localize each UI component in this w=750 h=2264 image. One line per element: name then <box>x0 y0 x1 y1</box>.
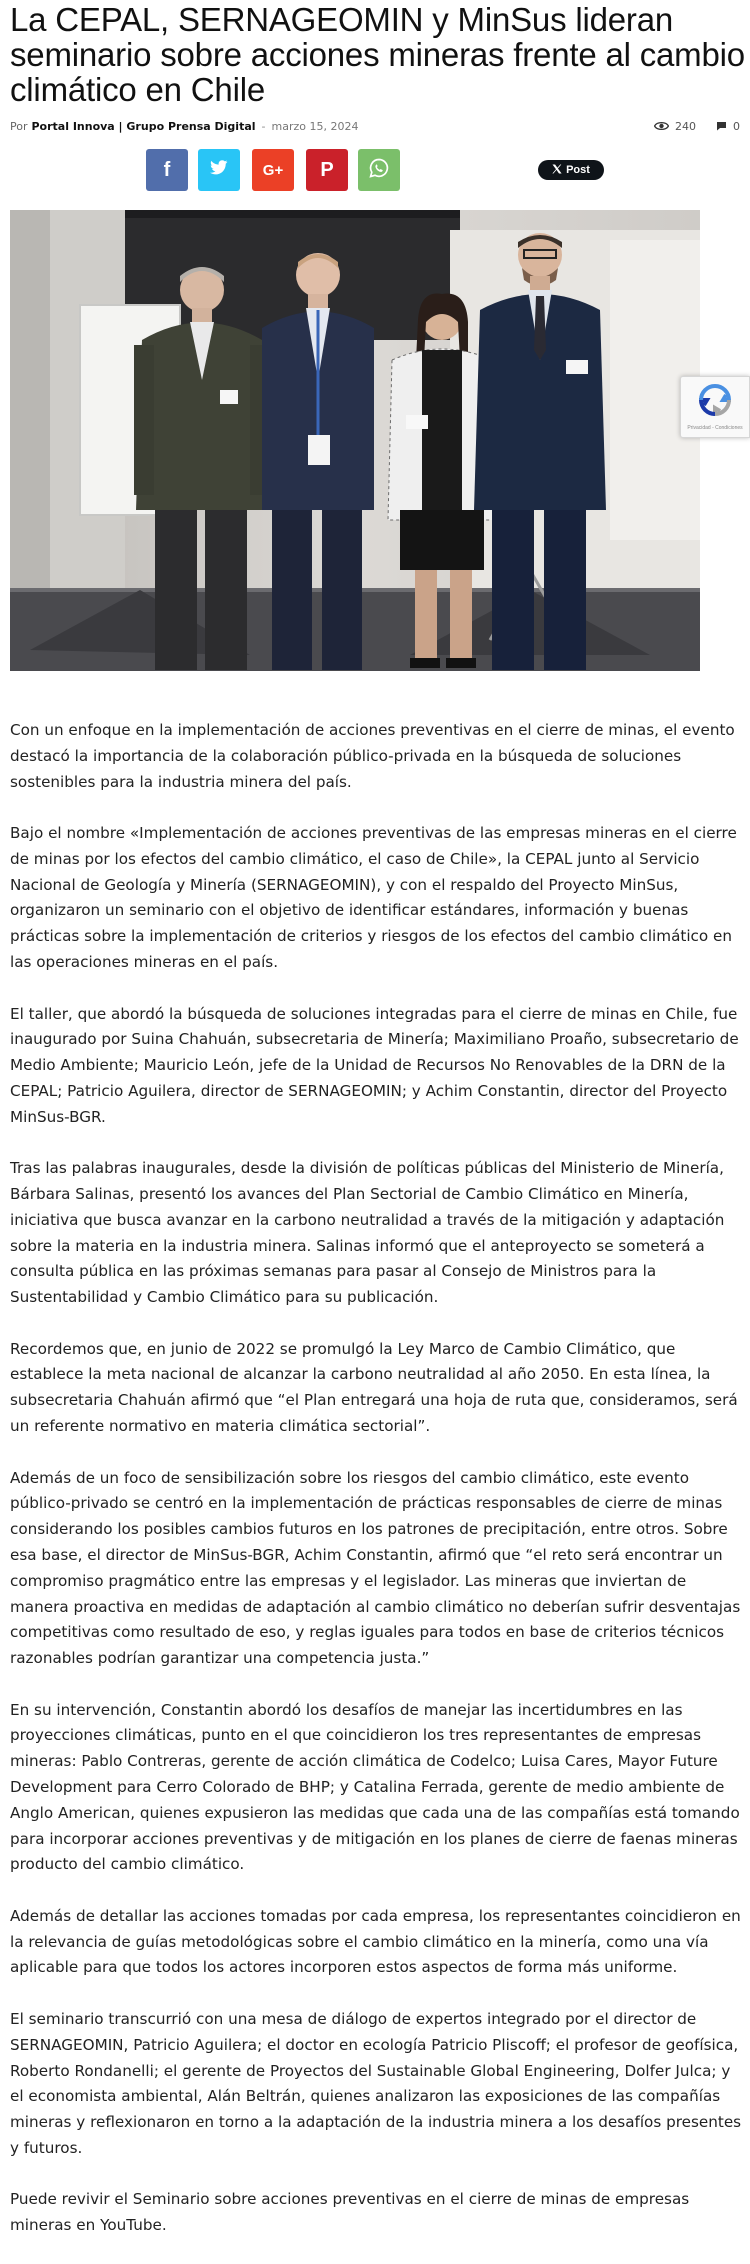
pinterest-share-button[interactable] <box>306 149 348 191</box>
pinterest-icon: P <box>320 158 334 181</box>
whatsapp-icon <box>369 158 389 183</box>
twitter-share-button[interactable] <box>198 149 240 191</box>
by-label: Por <box>10 119 28 133</box>
recaptcha-badge[interactable] <box>680 376 750 438</box>
publish-date: marzo 15, 2024 <box>271 119 359 133</box>
article-meta <box>10 117 740 135</box>
paragraph: Tras las palabras inaugurales, desde la división de políticas públicas del Ministerio de Minería, Bárbara Salinas, presentó los avances del Plan Sectorial de Cambio Climático en Minería, iniciativa que busca avanzar en la carbono neutralidad a través de la mitigación y adaptación sobre la materia en la industria minera. Salinas informó que el anteproyecto se someterá a consulta pública en las próximas semanas para pasar al Consejo de Ministros para la Sustentabilidad y Cambio Climático para su publicación. <box>10 1159 725 1307</box>
paragraph: En su intervención, Constantin abordó los desafíos de manejar las incertidumbres en las proyecciones climáticas, punto en el que coincidieron los tres representantes de empresas mineras: Pablo Contreras, gerente de acción climática de Codelco; Luisa Cares, Mayor Future Development para Cerro Colorado de BHP; y Catalina Ferrada, gerente de medio ambiente de Anglo American, quienes expusieron las medidas que cada una de las compañías está tomando para incorporar acciones preventivas y de mitigación en los planes de cierre de faenas mineras producto del cambio climático. <box>10 1700 740 1874</box>
paragraph: Bajo el nombre «Implementación de acciones preventivas de las empresas mineras en el cierre de minas por los efectos del cambio climático, el caso de Chile», la CEPAL junto al Servicio Nacional de Geología y Minería (SERNAGEOMIN), y con el respaldo del Proyecto MinSus, organizaron un seminario con el objetivo de identificar estándares, información y buenas prácticas sobre la implementación de criterios y riesgos de los efectos del cambio climático en las operaciones mineras en el país. <box>10 824 737 972</box>
twitter-icon <box>210 160 228 180</box>
article-stats <box>654 120 740 133</box>
article-photo <box>10 210 700 671</box>
paragraph: El seminario transcurrió con una mesa de diálogo de expertos integrado por el director de SERNAGEOMIN, Patricio Aguilera; el doctor en ecología Patricio Pliscoff; el profesor de geofísica, Roberto Rondanelli; el gerente de Proyectos del Sustainable Global Engineering, Dolfer Julca; y el economista ambiental, Alán Beltrán, quienes analizaron las exposiciones de las compañías mineras y reflexionaron en torno a la adaptación de la industria minera a los desafíos presentes y futuros. <box>10 2009 742 2157</box>
eye-icon <box>654 121 669 131</box>
facebook-icon: f <box>163 158 171 181</box>
author-link[interactable]: Portal Innova | Grupo Prensa Digital <box>31 119 256 133</box>
recaptcha-icon <box>698 383 732 421</box>
views-count: 240 <box>675 119 696 133</box>
share-buttons <box>0 149 750 191</box>
x-logo-icon <box>552 164 562 177</box>
x-post-button[interactable] <box>538 160 604 180</box>
comment-icon[interactable] <box>716 121 727 131</box>
article-title: La CEPAL, SERNAGEOMIN y MinSus lideran seminario sobre acciones mineras frente al cambio climático en Chile <box>10 1 745 108</box>
googleplus-share-button[interactable] <box>252 149 294 191</box>
article-body <box>10 718 745 2264</box>
x-post-label: Post <box>566 164 590 176</box>
recaptcha-terms[interactable]: Privacidad - Condiciones <box>687 425 743 431</box>
facebook-share-button[interactable] <box>146 149 188 191</box>
comments-count: 0 <box>733 119 740 133</box>
paragraph: Además de detallar las acciones tomadas por cada empresa, los representantes coincidieron en la relevancia de guías metodológicas sobre el cambio climático en la minería, como una vía aplicable para que todos los actores incorporen estos aspectos de forma más uniforme. <box>10 1906 741 1977</box>
paragraph: Recordemos que, en junio de 2022 se promulgó la Ley Marco de Cambio Climático, que establece la meta nacional de alcanzar la carbono neutralidad al año 2050. En esta línea, la subsecretaria Chahuán afirmó que “el Plan entregará una hoja de ruta que, consideramos, será un referente normativo en materia climática sectorial”. <box>10 1339 738 1436</box>
paragraph: Con un enfoque en la implementación de acciones preventivas en el cierre de minas, el evento destacó la importancia de la colaboración público-privada en la búsqueda de soluciones sostenibles para la industria minera del país. <box>10 721 735 791</box>
paragraph: Puede revivir el Seminario sobre acciones preventivas en el cierre de minas de empresas mineras en YouTube. <box>10 2190 690 2235</box>
whatsapp-share-button[interactable] <box>358 149 400 191</box>
paragraph: El taller, que abordó la búsqueda de soluciones integradas para el cierre de minas en Chile, fue inaugurado por Suina Chahuán, subsecretaria de Minería; Maximiliano Proaño, subsecretario de Medio Ambiente; Mauricio León, jefe de la Unidad de Recursos No Renovables de la DRN de la CEPAL; Patricio Aguilera, director de SERNAGEOMIN; y Achim Constantin, director del Proyecto MinSus-BGR. <box>10 1004 739 1126</box>
paragraph: Además de un foco de sensibilización sobre los riesgos del cambio climático, este evento público-privado se centró en la implementación de prácticas responsables de cierre de minas considerando los posibles cambios futuros en los patrones de precipitación, entre otros. Sobre esa base, el director de MinSus-BGR, Achim Constantin, afirmó que “el reto será encontrar un compromiso pragmático entre las empresas y el legislador. Las mineras que inviertan de manera proactiva en medidas de adaptación al cambio climático no deberían sufrir desventajas competitivas como resultado de eso, y reglas iguales para todos en base de criterios técnicos razonables podrían garantizar una competencia justa.” <box>10 1468 741 1668</box>
googleplus-icon: G+ <box>262 161 284 179</box>
meta-separator: - <box>261 119 266 133</box>
